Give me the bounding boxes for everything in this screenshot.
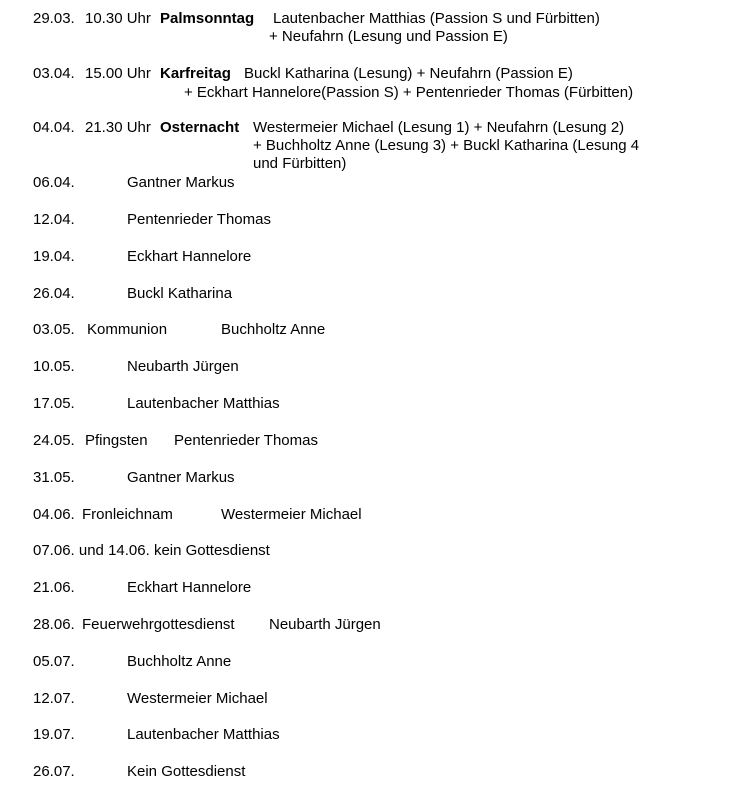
entry-date: 19.07. — [33, 726, 75, 743]
entry-reader: Westermeier Michael — [127, 690, 268, 707]
entry-date: 03.05. — [33, 321, 75, 338]
entry-date: 31.05. — [33, 469, 75, 486]
entry-date: 04.06. — [33, 506, 75, 523]
entry-readers-line: Lautenbacher Matthias (Passion S und Fürbitten) — [273, 10, 600, 27]
entry-date: 26.07. — [33, 763, 75, 780]
entry-readers-line: Westermeier Michael (Lesung 1) + Neufahrn (Lesung 2) — [253, 119, 625, 136]
entry-reader: Gantner Markus — [127, 174, 235, 191]
entry-time: 10.30 Uhr — [85, 10, 151, 27]
entry-date: 10.05. — [33, 358, 75, 375]
entry-reader: Neubarth Jürgen — [127, 358, 239, 375]
entry-occasion: Feuerwehrgottesdienst — [82, 616, 235, 633]
entry-holiday-name: Osternacht — [160, 119, 240, 136]
entry-reader: Lautenbacher Matthias — [127, 726, 280, 743]
entry-readers-line: und Fürbitten) — [253, 155, 347, 172]
entry-reader: Lautenbacher Matthias — [127, 395, 280, 412]
entry-reader: Westermeier Michael — [221, 506, 362, 523]
entry-date: 19.04. — [33, 248, 75, 265]
entry-date: 04.04. — [33, 119, 75, 136]
entry-holiday-name: Palmsonntag — [160, 10, 255, 27]
entry-reader: Buchholtz Anne — [221, 321, 326, 338]
entry-reader: Buchholtz Anne — [127, 653, 232, 670]
entry-date: 29.03. — [33, 10, 75, 27]
entry-readers-line: + Eckhart Hannelore(Passion S) + Pentenrieder Thomas (Fürbitten) — [184, 84, 634, 101]
entry-date: 17.05. — [33, 395, 75, 412]
entry-reader: Pentenrieder Thomas — [127, 211, 271, 228]
entry-reader: Neubarth Jürgen — [269, 616, 381, 633]
entry-date: 05.07. — [33, 653, 75, 670]
entry-reader: Eckhart Hannelore — [127, 248, 252, 265]
entry-occasion: Kommunion — [87, 321, 168, 338]
entry-time: 15.00 Uhr — [85, 65, 151, 82]
entry-readers-line: + Neufahrn (Lesung und Passion E) — [269, 28, 508, 45]
entry-date: 26.04. — [33, 285, 75, 302]
entry-reader: Gantner Markus — [127, 469, 235, 486]
entry-reader: Buckl Katharina — [127, 285, 233, 302]
entry-date: 28.06. — [33, 616, 75, 633]
entry-holiday-name: Karfreitag — [160, 65, 231, 82]
entry-readers-line: + Buchholtz Anne (Lesung 3) + Buckl Katharina (Lesung 4 — [253, 137, 640, 154]
entry-readers-line: Buckl Katharina (Lesung) + Neufahrn (Passion E) — [244, 65, 573, 82]
entry-reader: Kein Gottesdienst — [127, 763, 246, 780]
entry-time: 21.30 Uhr — [85, 119, 151, 136]
entry-occasion: Pfingsten — [85, 432, 148, 449]
entry-date: 21.06. — [33, 579, 75, 596]
entry-reader: Eckhart Hannelore — [127, 579, 252, 596]
entry-reader: Pentenrieder Thomas — [174, 432, 318, 449]
entry-note: 07.06. und 14.06. kein Gottesdienst — [33, 542, 270, 559]
entry-occasion: Fronleichnam — [82, 506, 173, 523]
entry-date: 12.04. — [33, 211, 75, 228]
entry-date: 24.05. — [33, 432, 75, 449]
entry-date: 03.04. — [33, 65, 75, 82]
entry-date: 12.07. — [33, 690, 75, 707]
entry-date: 06.04. — [33, 174, 75, 191]
